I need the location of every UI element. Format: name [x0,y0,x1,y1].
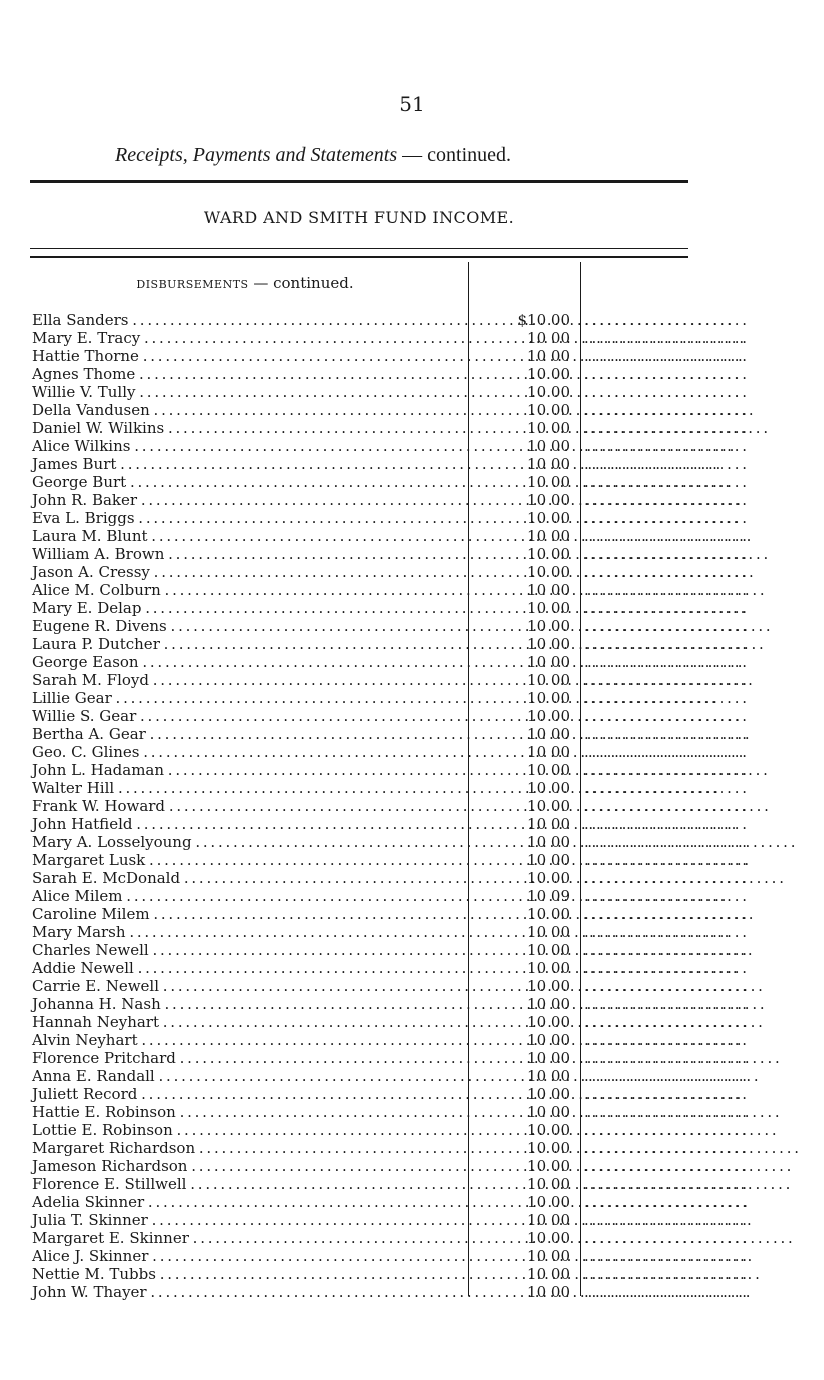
payment-amount: 10 00 [527,833,570,851]
payment-amount: 10 00 [527,1247,570,1265]
total-column-leader: . . . . . . . . . . . . . . . . . . . . . . [584,671,747,689]
list-item [32,1085,747,1103]
total-column-leader: . . . . . . . . . . . . . . . . . . . . . . [584,851,747,869]
payment-amount: 10 00 [527,473,570,491]
list-item [32,419,747,437]
payee-name: Alice Milem . . . [32,887,464,905]
total-column-leader: . . . . . . . . . . . . . . . . . . . . . . [584,329,747,347]
payee-name: Bertha A. Gear . . . [32,725,464,743]
payee-name: John R. Baker . . . [32,491,464,509]
payee-name: Mary E. Delap . . . [32,599,464,617]
list-item [32,383,747,401]
total-column-leader: . . . . . . . . . . . . . . . . . . . . . . [584,761,747,779]
list-item [32,545,747,563]
total-column-leader: . . . . . . . . . . . . . . . . . . . . . . [584,1211,747,1229]
payment-amount: 10 00 [527,491,570,509]
payee-name: Julia T. Skinner . . . [32,1211,464,1229]
payment-amount: 10 00 [527,1265,570,1283]
payee-name: Daniel W. Wilkins . . . [32,419,464,437]
payee-name: Sarah E. McDonald . . . [32,869,464,887]
payment-amount: 10 00 [527,1049,570,1067]
payment-amount: 10 00 [527,437,570,455]
payment-amount: 10 00 [527,1085,570,1103]
payee-name: Hannah Neyhart . . . [32,1013,464,1031]
payment-amount: 10 00 [527,707,570,725]
list-item [32,473,747,491]
payee-name: Agnes Thome . . . [32,365,464,383]
list-item [32,959,747,977]
list-item [32,1175,747,1193]
list-item [32,599,747,617]
payment-amount: 10 00 [527,455,570,473]
payee-name: Charles Newell . . . [32,941,464,959]
total-column-leader: . . . . . . . . . . . . . . . . . . . . . . [584,1103,747,1121]
total-column-leader: . . . . . . . . . . . . . . . . . . . . . . [584,383,747,401]
total-column-leader: . . . . . . . . . . . . . . . . . . . . . . [584,365,747,383]
list-item [32,1157,747,1175]
payee-name: Hattie Thorne . . . [32,347,464,365]
total-column-leader: . . . . . . . . . . . . . . . . . . . . . . [584,1049,747,1067]
running-head [115,144,625,167]
payee-name: Willie S. Gear . . . [32,707,464,725]
list-item [32,923,747,941]
column-header-caps: DISBURSEMENTS [136,278,249,291]
list-item [32,617,747,635]
payment-amount: 10 00 [527,779,570,797]
payment-amount: 10 00 [527,527,570,545]
payment-amount: 10 00 [527,1211,570,1229]
payment-amount: 10 00 [527,995,570,1013]
header-rule [30,180,688,183]
payment-amount: 10 00 [527,1157,570,1175]
payment-amount: 10 09 [527,887,570,905]
payee-name: Margaret Richardson . . . [32,1139,464,1157]
list-item [32,401,747,419]
list-item [32,311,747,329]
payee-name: George Eason . . . [32,653,464,671]
list-item [32,725,747,743]
payee-name: Nettie M. Tubbs . . . [32,1265,464,1283]
payment-amount: 10 00 [527,581,570,599]
total-column-leader: . . . . . . . . . . . . . . . . . . . . . . [584,1031,747,1049]
payment-amount: 10 00 [527,869,570,887]
payee-name: Sarah M. Floyd . . . [32,671,464,689]
total-column-leader: . . . . . . . . . . . . . . . . . . . . . . [584,743,747,761]
payment-amount: 10 00 [527,545,570,563]
list-item [32,995,747,1013]
total-column-leader: . . . . . . . . . . . . . . . . . . . . . . [584,617,747,635]
list-item [32,689,747,707]
total-column-leader: . . . . . . . . . . . . . . . . . . . . . . [584,869,747,887]
payment-amount: 10 00 [527,797,570,815]
payment-amount: 10 00 [527,761,570,779]
total-column-leader: . . . . . . . . . . . . . . . . . . . . . . [584,509,747,527]
payee-name: James Burt . . . [32,455,464,473]
list-item [32,509,747,527]
payee-name: Addie Newell . . . [32,959,464,977]
total-column-leader: . . . . . . . . . . . . . . . . . . . . . . [584,689,747,707]
payment-amount: 10 00 [527,1103,570,1121]
payment-amount: 10 00 [527,1193,570,1211]
payment-amount: 10 00 [527,635,570,653]
disbursement-list [32,311,747,1301]
total-column-leader: . . . . . . . . . . . . . . . . . . . . . . [584,725,747,743]
list-item [32,1103,747,1121]
list-item [32,671,747,689]
list-item [32,455,747,473]
payee-name: William A. Brown . . . [32,545,464,563]
payee-name: Adelia Skinner . . . [32,1193,464,1211]
total-column-leader: . . . . . . . . . . . . . . . . . . . . . . [584,599,747,617]
list-item [32,1121,747,1139]
payment-amount: 10 00 [527,959,570,977]
payee-name: Anna E. Randall . . . [32,1067,464,1085]
total-column-leader: . . . . . . . . . . . . . . . . . . . . . . [584,1265,747,1283]
list-item [32,797,747,815]
list-item [32,635,747,653]
payee-name: Juliett Record . . . [32,1085,464,1103]
payee-name: John W. Thayer . . . [32,1283,464,1301]
total-column-leader: . . . . . . . . . . . . . . . . . . . . . . [584,1247,747,1265]
total-column-leader: . . . . . . . . . . . . . . . . . . . . . . [584,401,747,419]
payee-name: Eva L. Briggs . . . [32,509,464,527]
total-column-leader: . . . . . . . . . . . . . . . . . . . . . . [584,437,747,455]
total-column-leader: . . . . . . . . . . . . . . . . . . . . . . [584,995,747,1013]
payee-name: Carrie E. Newell . . . [32,977,464,995]
payee-name: Jameson Richardson . . . [32,1157,464,1175]
total-column-leader: . . . . . . . . . . . . . . . . . . . . . . [584,941,747,959]
payee-name: John L. Hadaman . . . [32,761,464,779]
total-column-leader: . . . . . . . . . . . . . . . . . . . . . . [584,1067,747,1085]
list-item [32,1283,747,1301]
list-item [32,833,747,851]
list-item [32,761,747,779]
total-column-leader: . . . . . . . . . . . . . . . . . . . . . . [584,833,747,851]
total-column-leader: . . . . . . . . . . . . . . . . . . . . . . [584,923,747,941]
payee-name: Mary Marsh . . . [32,923,464,941]
total-column-leader: . . . . . . . . . . . . . . . . . . . . . . [584,581,747,599]
page-number: 51 [399,92,425,116]
payment-amount: 10 00 [527,1067,570,1085]
list-item [32,365,747,383]
payee-name: Della Vandusen . . . [32,401,464,419]
total-column-leader: . . . . . . . . . . . . . . . . . . . . . . [584,1121,747,1139]
payee-name: Alice M. Colburn . . . [32,581,464,599]
payee-name: Walter Hill . . . [32,779,464,797]
list-item [32,743,747,761]
payment-amount: 10 00 [527,941,570,959]
payment-amount: 10 00 [527,1121,570,1139]
payee-name: Lillie Gear . . . [32,689,464,707]
total-column-leader: . . . . . . . . . . . . . . . . . . . . . . [584,887,747,905]
payment-amount: 10 00 [527,419,570,437]
running-head-continued: — continued. [402,144,512,166]
total-column-leader: . . . . . . . . . . . . . . . . . . . . . . [584,1085,747,1103]
list-item [32,887,747,905]
payee-name: Alice J. Skinner . . . [32,1247,464,1265]
list-item [32,905,747,923]
total-column-leader: . . . . . . . . . . . . . . . . . . . . . . [584,563,747,581]
list-item [32,491,747,509]
payee-name: Margaret E. Skinner . . . [32,1229,464,1247]
table-top-rule [30,248,688,249]
list-item [32,1139,747,1157]
total-column-leader: . . . . . . . . . . . . . . . . . . . . . . [584,347,747,365]
payee-name: Caroline Milem . . . [32,905,464,923]
payment-amount: 10 00 [527,1031,570,1049]
payment-amount: 10 00 [527,671,570,689]
total-column-leader: . . . . . . . . . . . . . . . . . . . . . . [584,959,747,977]
total-column-leader: . . . . . . . . . . . . . . . . . . . . . . [584,419,747,437]
payee-name: Laura P. Dutcher . . . [32,635,464,653]
total-column-leader: . . . . . . . . . . . . . . . . . . . . . . [584,527,747,545]
list-item [32,347,747,365]
payment-amount: $10 00 [517,311,570,329]
list-item [32,1211,747,1229]
total-column-leader: . . . . . . . . . . . . . . . . . . . . . . [584,473,747,491]
list-item [32,869,747,887]
running-head-title: Receipts, Payments and Statements [115,144,398,166]
payee-name: Hattie E. Robinson . . . [32,1103,464,1121]
list-item [32,437,747,455]
payment-amount: 10 00 [527,347,570,365]
list-item [32,707,747,725]
payment-amount: 10 00 [527,923,570,941]
total-column-leader: . . . . . . . . . . . . . . . . . . . . . . [584,977,747,995]
total-column-leader: . . . . . . . . . . . . . . . . . . . . . . [584,455,747,473]
list-item [32,527,747,545]
total-column-leader: . . . . . . . . . . . . . . . . . . . . . . [584,1175,747,1193]
payment-amount: 10 00 [527,851,570,869]
total-column-leader: . . . . . . . . . . . . . . . . . . . . . . [584,653,747,671]
list-item [32,653,747,671]
payment-amount: 10 00 [527,1229,570,1247]
total-column-leader: . . . . . . . . . . . . . . . . . . . . . . [584,1283,747,1301]
total-column-leader: . . . . . . . . . . . . . . . . . . . . . . [584,545,747,563]
payee-name: Florence Pritchard . . . [32,1049,464,1067]
total-column-leader: . . . . . . . . . . . . . . . . . . . . . . [584,797,747,815]
payee-name: Alice Wilkins . . . [32,437,464,455]
payee-name: Willie V. Tully . . . [32,383,464,401]
payee-name: Margaret Lusk . . . [32,851,464,869]
payee-name: Frank W. Howard . . . [32,797,464,815]
list-item [32,851,747,869]
total-column-leader: . . . . . . . . . . . . . . . . . . . . . . [584,1193,747,1211]
payee-name: Eugene R. Divens . . . [32,617,464,635]
payment-amount: 10 00 [527,977,570,995]
payment-amount: 10 00 [527,617,570,635]
payee-name: Johanna H. Nash . . . [32,995,464,1013]
payment-amount: 10 00 [527,743,570,761]
list-item [32,779,747,797]
list-item [32,563,747,581]
total-column-leader: . . . . . . . . . . . . . . . . . . . . . . [584,635,747,653]
list-item [32,1229,747,1247]
list-item [32,581,747,599]
payee-name: Mary A. Losselyoung . . . [32,833,464,851]
payment-amount: 10 00 [527,1175,570,1193]
payment-amount: 10 00 [527,905,570,923]
total-column-leader: . . . . . . . . . . . . . . . . . . . . . . [584,905,747,923]
total-column-leader: . . . . . . . . . . . . . . . . . . . . . . [584,1013,747,1031]
payee-name: Ella Sanders . . . [32,311,464,329]
payee-name: Lottie E. Robinson . . . [32,1121,464,1139]
payment-amount: 10 00 [527,599,570,617]
section-title: WARD AND SMITH FUND INCOME. [203,208,515,227]
payment-amount: 10 00 [527,1139,570,1157]
payee-name: Jason A. Cressy . . . [32,563,464,581]
total-column-leader: . . . . . . . . . . . . . . . . . . . . . . [584,1157,747,1175]
table-top-rule-bold [30,256,688,258]
payee-name: Mary E. Tracy . . . [32,329,464,347]
total-column-leader: . . . . . . . . . . . . . . . . . . . . . . [584,1139,747,1157]
payment-amount: 10 00 [527,383,570,401]
list-item [32,329,747,347]
payment-amount: 10 00 [527,815,570,833]
payee-name: Florence E. Stillwell . . . [32,1175,464,1193]
payment-amount: 10 00 [527,1283,570,1301]
payment-amount: 10 00 [527,509,570,527]
list-item [32,1013,747,1031]
list-item [32,1247,747,1265]
list-item [32,941,747,959]
payee-name: John Hatfield . . . [32,815,464,833]
total-column-leader: . . . . . . . . . . . . . . . . . . . . . . [584,815,747,833]
total-column-leader: . . . . . . . . . . . . . . . . . . . . . . [584,491,747,509]
list-item [32,1049,747,1067]
payment-amount: 10 00 [527,653,570,671]
total-column-leader: . . . . . . . . . . . . . . . . . . . . . . [584,707,747,725]
payment-amount: 10 00 [527,365,570,383]
total-column-leader: . . . . . . . . . . . . . . . . . . . . . . [584,311,747,329]
payment-amount: 10 00 [527,563,570,581]
list-item [32,1193,747,1211]
payment-amount: 10 00 [527,689,570,707]
column-header-continued: — continued. [253,274,354,292]
payment-amount: 10 00 [527,329,570,347]
list-item [32,1067,747,1085]
total-column-leader: . . . . . . . . . . . . . . . . . . . . . . [584,779,747,797]
list-item [32,815,747,833]
list-item [32,1031,747,1049]
list-item [32,1265,747,1283]
payment-amount: 10 00 [527,725,570,743]
payee-name: Geo. C. Glines . . . [32,743,464,761]
payment-amount: 10 00 [527,1013,570,1031]
total-column-leader: . . . . . . . . . . . . . . . . . . . . . . [584,1229,747,1247]
payment-amount: 10 00 [527,401,570,419]
payee-name: Alvin Neyhart . . . [32,1031,464,1049]
payee-name: George Burt . . . [32,473,464,491]
payee-name: Laura M. Blunt . . . [32,527,464,545]
list-item [32,977,747,995]
column-header [30,274,460,292]
